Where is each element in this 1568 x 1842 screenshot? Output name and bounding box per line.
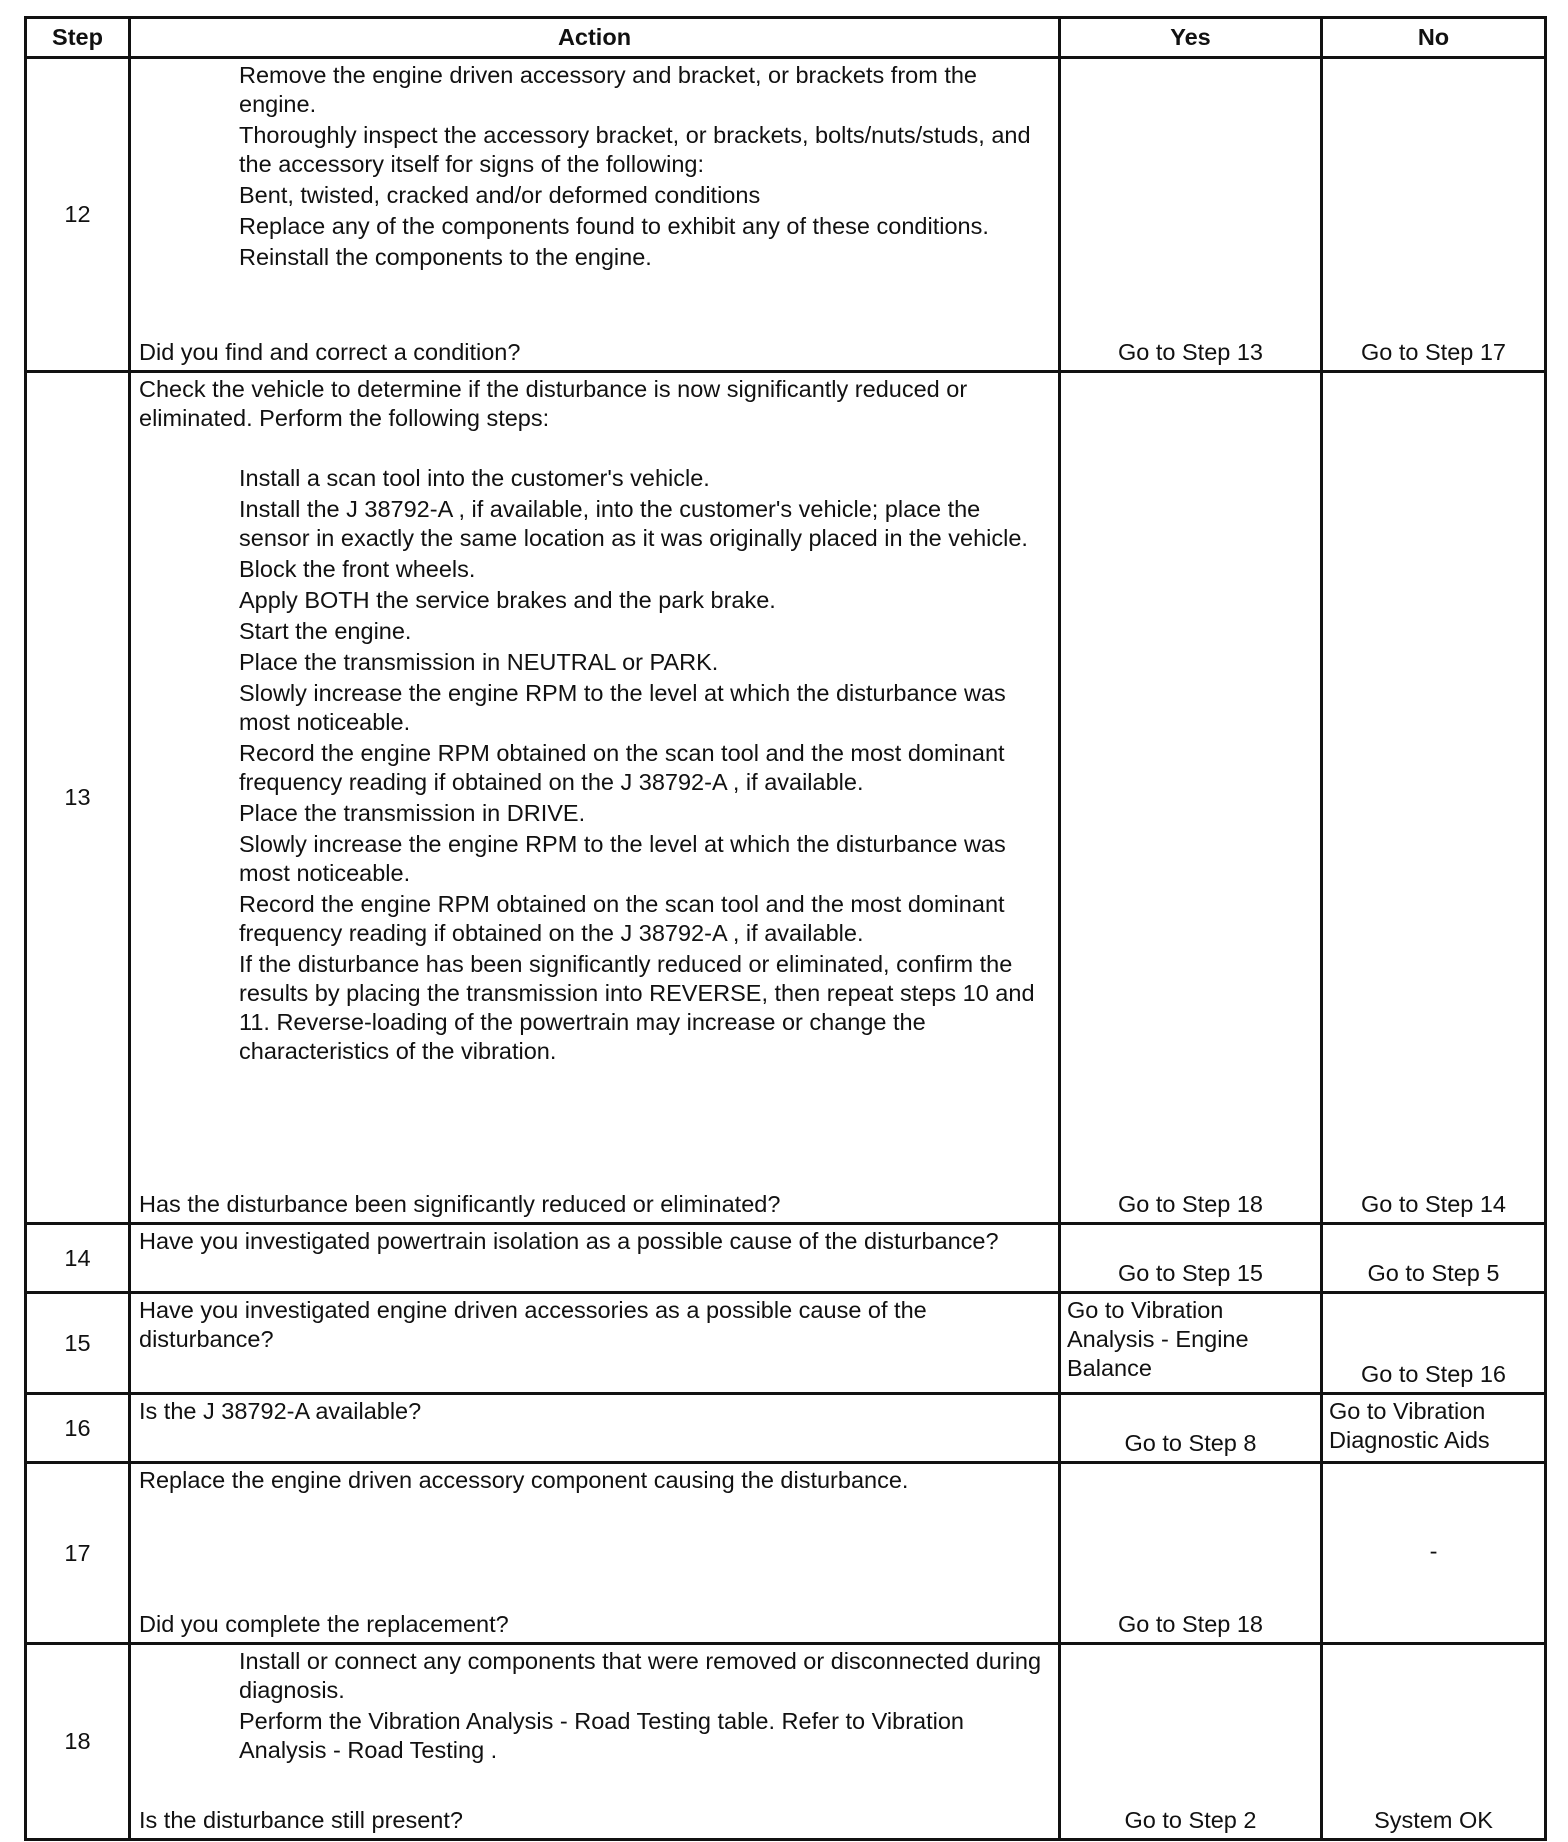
action-cell bbox=[131, 1645, 1058, 1838]
no-result: System OK bbox=[1374, 1807, 1493, 1833]
action-cell bbox=[131, 1395, 1058, 1461]
action-question: Did you find and correct a condition? bbox=[139, 339, 521, 365]
action-instruction: Install or connect any components that were removed or disconnected during diagnosis. bbox=[239, 1648, 1042, 1703]
header-action: Action bbox=[557, 24, 632, 50]
column-border bbox=[24, 16, 27, 1841]
action-instruction: Apply BOTH the service brakes and the park brake. bbox=[239, 587, 776, 613]
yes-result: Go to Step 13 bbox=[1117, 339, 1264, 365]
row-border bbox=[24, 16, 1547, 19]
yes-result: Go to Step 2 bbox=[1124, 1807, 1257, 1833]
step-number: 15 bbox=[64, 1329, 91, 1356]
action-intro: Is the J 38792-A available? bbox=[139, 1398, 422, 1424]
step-number: 18 bbox=[64, 1728, 91, 1754]
column-border bbox=[128, 16, 131, 1841]
action-instruction: Record the engine RPM obtained on the scan tool and the most dominant frequency reading if obtained on the J 38792-A , if available. bbox=[239, 891, 1005, 946]
action-instruction: Install the J 38792-A , if available, into the customer's vehicle; place the sensor in exactly the same location as it was originally placed in the vehicle. bbox=[239, 496, 1028, 551]
no-result: Go to Step 17 bbox=[1360, 339, 1507, 365]
header-no: No bbox=[1417, 24, 1450, 50]
action-instruction: Remove the engine driven accessory and bracket, or brackets from the engine. bbox=[239, 62, 978, 117]
action-question: Is the disturbance still present? bbox=[139, 1807, 463, 1833]
step-number: 17 bbox=[64, 1539, 91, 1566]
action-instruction: Place the transmission in NEUTRAL or PARK. bbox=[239, 649, 719, 675]
action-instruction: Replace any of the components found to exhibit any of these conditions. bbox=[239, 213, 989, 239]
action-instruction: Install a scan tool into the customer's vehicle. bbox=[239, 465, 710, 491]
action-cell bbox=[131, 1294, 1058, 1392]
action-instruction: Thoroughly inspect the accessory bracket, or brackets, bolts/nuts/studs, and the accessory itself for signs of the following: bbox=[239, 122, 1031, 177]
step-number: 13 bbox=[64, 784, 91, 810]
row-border bbox=[24, 370, 1547, 373]
row-border bbox=[24, 1222, 1547, 1225]
row-border bbox=[24, 1838, 1547, 1841]
action-question: Has the disturbance been significantly reduced or eliminated? bbox=[139, 1191, 781, 1217]
action-instruction: Slowly increase the engine RPM to the level at which the disturbance was most noticeable. bbox=[239, 831, 1006, 886]
action-instruction: Perform the Vibration Analysis - Road Testing table. Refer to Vibration Analysis - Road Testing . bbox=[239, 1708, 964, 1763]
no-result: Go to Step 14 bbox=[1360, 1191, 1507, 1217]
column-border bbox=[1544, 16, 1547, 1841]
action-intro: Check the vehicle to determine if the disturbance is now significantly reduced or eliminated. Perform the following steps: bbox=[139, 376, 968, 431]
row-border bbox=[24, 1291, 1547, 1294]
action-instruction: Start the engine. bbox=[239, 618, 412, 644]
step-number: 14 bbox=[64, 1244, 91, 1271]
action-instruction: Slowly increase the engine RPM to the level at which the disturbance was most noticeable. bbox=[239, 680, 1006, 735]
header-step: Step bbox=[52, 24, 103, 50]
column-border bbox=[1058, 16, 1061, 1841]
step-number: 16 bbox=[64, 1414, 91, 1441]
action-instruction: Record the engine RPM obtained on the scan tool and the most dominant frequency reading if obtained on the J 38792-A , if available. bbox=[239, 740, 1005, 795]
no-result: Go to Step 16 bbox=[1360, 1361, 1507, 1387]
row-border bbox=[24, 1642, 1547, 1645]
action-instruction: If the disturbance has been significantly reduced or eliminated, confirm the results by placing the transmission into REVERSE, then repeat steps 10 and 11. Reverse-loading of the powertrain may increase or change the characteristics of the vibration. bbox=[239, 951, 1035, 1064]
yes-result: Go to Step 18 bbox=[1117, 1191, 1264, 1217]
no-result: Go to Vibration Diagnostic Aids bbox=[1329, 1398, 1490, 1453]
action-cell bbox=[131, 373, 1058, 1222]
yes-result: Go to Step 15 bbox=[1117, 1260, 1264, 1286]
yes-result: Go to Step 8 bbox=[1124, 1430, 1257, 1456]
no-result: - bbox=[1429, 1538, 1438, 1564]
yes-result: Go to Step 18 bbox=[1117, 1611, 1264, 1637]
action-instruction: Reinstall the components to the engine. bbox=[239, 244, 652, 270]
row-border bbox=[24, 1461, 1547, 1464]
step-number: 12 bbox=[64, 201, 91, 227]
header-yes: Yes bbox=[1170, 24, 1211, 50]
action-cell bbox=[131, 1225, 1058, 1291]
action-instruction: Block the front wheels. bbox=[239, 556, 476, 582]
row-border bbox=[24, 1392, 1547, 1395]
column-border bbox=[1320, 16, 1323, 1841]
action-cell bbox=[131, 1464, 1058, 1642]
action-question: Did you complete the replacement? bbox=[139, 1611, 509, 1637]
yes-result: Go to Vibration Analysis - Engine Balance bbox=[1067, 1297, 1249, 1381]
action-intro: Replace the engine driven accessory component causing the disturbance. bbox=[139, 1467, 909, 1493]
row-border bbox=[24, 56, 1547, 59]
action-intro: Have you investigated powertrain isolation as a possible cause of the disturbance? bbox=[139, 1228, 999, 1254]
action-instruction: Bent, twisted, cracked and/or deformed conditions bbox=[239, 182, 761, 208]
action-instruction: Place the transmission in DRIVE. bbox=[239, 800, 586, 826]
diagnostic-table bbox=[24, 16, 1544, 1838]
action-intro: Have you investigated engine driven accessories as a possible cause of the disturbance? bbox=[139, 1297, 927, 1352]
action-cell bbox=[131, 59, 1058, 370]
no-result: Go to Step 5 bbox=[1367, 1260, 1500, 1286]
